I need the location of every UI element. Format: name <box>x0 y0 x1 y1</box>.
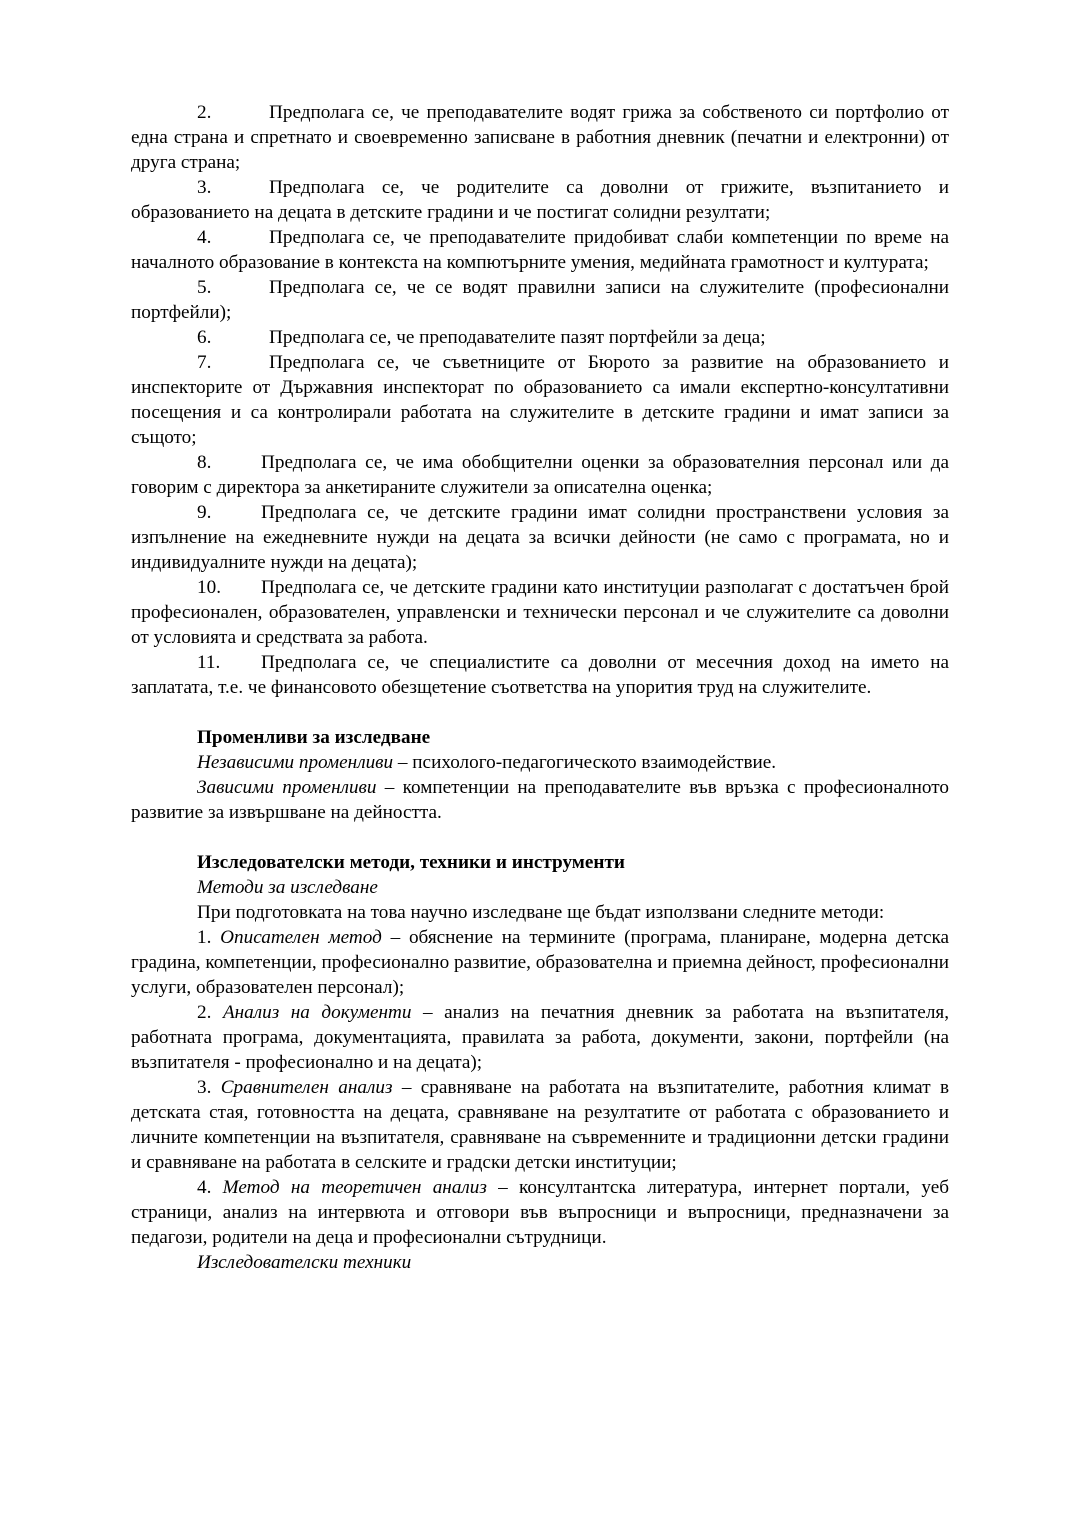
hypothesis-number: 3. <box>197 177 212 198</box>
hypothesis-number: 7. <box>197 352 212 373</box>
method-number: 4. <box>197 1177 223 1198</box>
hypothesis-text: Предполага се, че специалистите са доволни от месечния доход на името на заплатата, т.е. че финансовото обезщетение съответства на упорития труд на служителите. <box>131 652 949 698</box>
method-text: – обяснение на термините (програма, планиране, модерна детска градина, компетенции, професионално развитие, образователна и приемна дейност, професионални услуги, образователен персонал); <box>131 927 950 998</box>
dependent-variables-text: – компетенции на преподавателите във връзка с професионалното развитие за извършване на дейността. <box>131 777 949 823</box>
hypothesis-text: Предполага се, че преподавателите придобиват слаби компетенции по време на началното образование в контекста на компютърните умения, медийната грамотност и културата; <box>131 227 949 273</box>
methods-heading: Изследователски методи, техники и инструменти <box>197 852 625 873</box>
method-text: – сравняване на работата на възпитателите, работния климат в детската стая, готовността на децата, сравняване на резултатите от работата с образованието и личните компетенции на възпитателя, сравняване на съвременните и традиционни детски градини и сравняване на работата в селските и градски детски институции; <box>131 1077 950 1173</box>
variables-heading: Променливи за изследване <box>197 727 431 748</box>
document-page <box>131 100 949 1275</box>
independent-variables-label: Независими променливи <box>197 752 394 773</box>
hypothesis-item <box>131 225 949 275</box>
hypothesis-number: 8. <box>197 452 212 473</box>
hypothesis-item <box>131 175 949 225</box>
method-text: – консултантска литература, интернет портали, уеб страници, анализ на интервюта и отговори във въпросници и въпросници, предназначени за педагози, родители на деца и професионални сътрудници. <box>131 1177 949 1248</box>
method-item <box>131 1075 949 1175</box>
hypothesis-number: 6. <box>197 327 212 348</box>
method-number: 1. <box>197 927 221 948</box>
methods-intro: При подготовката на това научно изследване ще бъдат използвани следните методи: <box>197 902 885 923</box>
techniques-heading <box>131 1250 949 1275</box>
spacer <box>131 700 949 725</box>
dependent-variables-label: Зависими променливи <box>197 777 377 798</box>
techniques-heading-text: Изследователски техники <box>197 1252 412 1273</box>
independent-variables <box>131 750 949 775</box>
hypothesis-number: 10. <box>197 577 221 598</box>
hypothesis-item <box>131 100 949 175</box>
method-item <box>131 925 949 1000</box>
methods-subheading <box>131 875 949 900</box>
hypothesis-text: Предполага се, че преподавателите водят грижа за собственото си портфолио от една страна и спретнато и своевременно записване в работния дневник (печатни и електронни) от друга страна; <box>131 102 949 173</box>
method-text: – анализ на печатния дневник за работата на възпитателя, работната програма, документацията, правилата за работа, документи, закони, портфейли (на възпитателя - професионално и на децата); <box>131 1002 950 1073</box>
hypothesis-number: 2. <box>197 102 212 123</box>
method-item <box>131 1175 949 1250</box>
hypothesis-number: 4. <box>197 227 212 248</box>
hypothesis-text: Предполага се, че родителите са доволни от грижите, възпитанието и образованието на децата в детските градини и че постигат солидни резултати; <box>131 177 949 223</box>
hypothesis-text: Предполага се, че съветниците от Бюрото за развитие на образованието и инспекторите от Държавния инспекторат по образованието са имали експертно-консултативни посещения и са контролирали работата на служителите в детските градини и имат записи за същото; <box>131 352 949 448</box>
method-label: Анализ на документи <box>222 1002 412 1023</box>
hypothesis-text: Предполага се, че детските градини като институции разполагат с достатъчен брой професионален, образователен, управленски и технически персонал и че служителите са доволни от условията и средствата за работа. <box>131 577 949 648</box>
method-number: 2. <box>197 1002 223 1023</box>
hypothesis-item <box>131 450 949 500</box>
hypothesis-text: Предполага се, че детските градини имат солидни пространствени условия за изпълнение на ежедневните нужди на децата за всички дейности (не само с програмата, но и индивидуалните нужди на децата); <box>131 502 949 573</box>
hypothesis-item <box>131 500 949 575</box>
spacer <box>131 825 949 850</box>
method-label: Описателен метод <box>220 927 382 948</box>
hypothesis-item <box>131 575 949 650</box>
dependent-variables <box>131 775 949 825</box>
methods-subheading-text: Методи за изследване <box>197 877 378 898</box>
hypothesis-number: 11. <box>197 652 221 673</box>
hypothesis-text: Предполага се, че има обобщителни оценки за образователния персонал или да говорим с директора за анкетираните служители за описателна оценка; <box>131 452 949 498</box>
method-number: 3. <box>197 1077 221 1098</box>
hypothesis-text: Предполага се, че преподавателите пазят портфейли за деца; <box>269 327 766 348</box>
hypothesis-item <box>131 650 949 700</box>
hypothesis-item <box>131 350 949 450</box>
hypothesis-item <box>131 325 949 350</box>
hypothesis-number: 5. <box>197 277 212 298</box>
method-label: Метод на теоретичен анализ <box>222 1177 487 1198</box>
method-item <box>131 1000 949 1075</box>
method-label: Сравнителен анализ <box>220 1077 393 1098</box>
hypothesis-number: 9. <box>197 502 212 523</box>
independent-variables-text: – психолого-педагогическото взаимодействие. <box>393 752 777 773</box>
hypothesis-item <box>131 275 949 325</box>
hypothesis-text: Предполага се, че се водят правилни записи на служителите (професионални портфейли); <box>131 277 949 323</box>
